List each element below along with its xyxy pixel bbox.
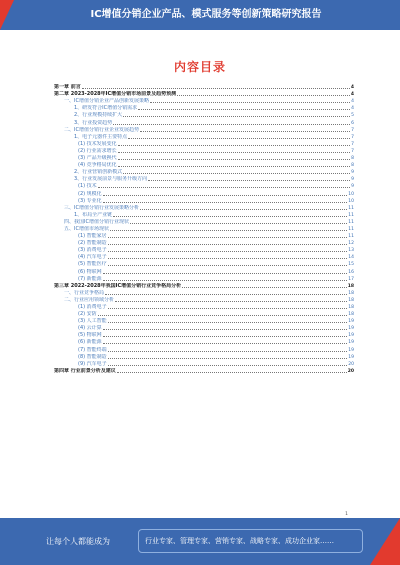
- toc-entry-title: (2) 行业需求增长: [78, 147, 117, 154]
- toc-entry-page: 19: [348, 333, 354, 339]
- toc-entry[interactable]: [54, 155, 354, 162]
- toc-entry-page: 18: [348, 305, 354, 310]
- toc-leader-dots: [103, 336, 348, 337]
- toc-leader-dots: [177, 95, 350, 96]
- toc-entry-title: 3、行业发展前景与服务升级方向: [74, 176, 148, 183]
- toc-entry[interactable]: [54, 283, 354, 290]
- toc-leader-dots: [103, 343, 348, 344]
- toc-entry-page: 17: [348, 276, 354, 282]
- toc-leader-dots: [123, 116, 350, 117]
- toc-leader-dots: [82, 88, 350, 89]
- toc-entry-title: 第一章 前言: [54, 84, 81, 91]
- toc-entry-page: 20: [347, 368, 354, 374]
- toc-entry-page: 4: [351, 106, 354, 112]
- toc-entry[interactable]: [54, 98, 354, 105]
- toc-entry-title: (3) 产品升级换代: [78, 155, 117, 162]
- toc-entry[interactable]: [54, 84, 354, 91]
- page-number: 1: [345, 512, 348, 517]
- toc-entry[interactable]: [54, 198, 354, 205]
- toc-entry[interactable]: [54, 276, 354, 283]
- header-red-accent: [0, 0, 14, 30]
- toc-entry-title: 1、研发符合IC增值分销需求: [74, 105, 138, 112]
- toc-entry-title: 2、行业规模持续扩大: [74, 112, 123, 119]
- toc-entry-page: 18: [347, 283, 354, 289]
- toc-leader-dots: [98, 187, 350, 188]
- toc-leader-dots: [108, 244, 348, 245]
- toc-entry[interactable]: [54, 332, 354, 339]
- toc-entry[interactable]: [54, 261, 354, 268]
- toc-entry-page: 4: [350, 92, 354, 98]
- toc-leader-dots: [105, 294, 347, 295]
- toc-entry[interactable]: [54, 148, 354, 155]
- toc-entry[interactable]: [54, 368, 354, 375]
- toc-entry-title: (5) 物联网: [78, 332, 102, 339]
- toc-entry[interactable]: [54, 162, 354, 169]
- toc-leader-dots: [128, 138, 350, 139]
- toc-entry-title: 1、布局全产业链: [74, 211, 113, 218]
- toc-leader-dots: [103, 273, 348, 274]
- toc-entry[interactable]: [54, 127, 354, 134]
- toc-entry[interactable]: [54, 325, 354, 332]
- toc-leader-dots: [103, 280, 348, 281]
- toc-entry-title: (7) 智能终端: [78, 346, 107, 353]
- toc-entry[interactable]: [54, 141, 354, 148]
- toc-entry-title: (3) 专业化: [78, 197, 102, 204]
- toc-entry[interactable]: [54, 119, 354, 126]
- toc-entry-title: (1) 消费电子: [78, 304, 107, 310]
- toc-entry-page: 4: [350, 85, 354, 91]
- toc-leader-dots: [148, 180, 350, 181]
- toc-entry-page: 8: [351, 156, 354, 162]
- toc-entry[interactable]: [54, 183, 354, 190]
- toc-entry[interactable]: [54, 190, 354, 197]
- toc-entry[interactable]: [54, 268, 354, 275]
- toc-entry[interactable]: [54, 290, 354, 297]
- toc-entry-title: 四、我国IC增值分销行业现状: [64, 218, 129, 225]
- toc-leader-dots: [108, 351, 348, 352]
- toc-entry-title: (2) 安防: [78, 311, 97, 318]
- toc-entry-title: 三、IC增值分销行业发展策略分析: [64, 204, 139, 211]
- toc-entry-title: (4) 汽车电子: [78, 254, 107, 261]
- toc-entry[interactable]: [54, 134, 354, 141]
- toc-entry-title: 第三章 2022-2028年我国IC增值分销行业竞争格局分析: [54, 282, 182, 289]
- toc-leader-dots: [103, 329, 348, 330]
- toc-entry-page: 12: [348, 241, 354, 247]
- toc-leader-dots: [108, 237, 348, 238]
- toc-entry-title: (7) 新能源: [78, 275, 102, 282]
- toc-entry-title: (9) 汽车电子: [78, 360, 107, 367]
- toc-entry[interactable]: [54, 112, 354, 119]
- toc-entry[interactable]: [54, 226, 354, 233]
- toc-entry[interactable]: [54, 212, 354, 219]
- toc-entry-title: 二、IC增值分销行业企业发展趋势: [64, 126, 139, 133]
- toc-entry-title: (3) 消费电子: [78, 247, 107, 254]
- toc-entry-page: 7: [351, 148, 354, 154]
- toc-entry[interactable]: [54, 91, 354, 98]
- toc-entry-page: 19: [348, 347, 354, 353]
- footer-roles: 行业专家、管理专家、营销专家、战略专家、成功企业家……: [145, 537, 334, 545]
- toc-entry[interactable]: [54, 339, 354, 346]
- toc-entry[interactable]: [54, 247, 354, 254]
- toc-leader-dots: [140, 209, 347, 210]
- toc-entry[interactable]: [54, 219, 354, 226]
- toc-leader-dots: [140, 131, 350, 132]
- toc-entry[interactable]: [54, 240, 354, 247]
- toc-entry-page: 19: [348, 340, 354, 346]
- toc-entry-title: (4) 竞争格局优化: [78, 162, 117, 169]
- toc-entry-title: (4) 云计算: [78, 325, 102, 332]
- table-of-contents: [54, 84, 354, 375]
- toc-leader-dots: [138, 109, 350, 110]
- toc-leader-dots: [108, 322, 348, 323]
- toc-leader-dots: [108, 308, 348, 309]
- toc-leader-dots: [123, 173, 350, 174]
- toc-entry-page: 11: [348, 212, 354, 218]
- toc-entry-page: 20: [348, 361, 354, 367]
- toc-entry-page: 7: [351, 134, 354, 140]
- toc-leader-dots: [108, 258, 348, 259]
- toc-entry-page: 9: [351, 184, 354, 190]
- toc-entry[interactable]: [54, 318, 354, 325]
- toc-entry-title: 一、IC增值分销企业产品创新发展策略: [64, 98, 149, 105]
- toc-entry-title: (1) 智能家居: [78, 233, 107, 240]
- toc-leader-dots: [130, 223, 347, 224]
- toc-entry-page: 10: [348, 198, 354, 204]
- toc-leader-dots: [118, 145, 350, 146]
- toc-entry[interactable]: [54, 176, 354, 183]
- toc-entry-title: (6) 新能源: [78, 339, 102, 346]
- toc-leader-dots: [115, 301, 347, 302]
- toc-entry-page: 13: [348, 248, 354, 254]
- toc-entry-page: 14: [348, 255, 354, 261]
- toc-leader-dots: [118, 159, 350, 160]
- toc-entry-page: 18: [348, 290, 354, 296]
- toc-entry[interactable]: [54, 105, 354, 112]
- toc-leader-dots: [103, 195, 348, 196]
- toc-leader-dots: [113, 216, 347, 217]
- toc-entry-title: (6) 物联网: [78, 268, 102, 275]
- toc-entry-page: 19: [348, 319, 354, 325]
- toc-entry-title: (2) 规模化: [78, 190, 102, 197]
- toc-entry-page: 6: [351, 120, 354, 126]
- toc-entry[interactable]: [54, 346, 354, 353]
- toc-leader-dots: [110, 230, 347, 231]
- toc-entry-title: 二、行业应用领域分析: [64, 296, 115, 303]
- toc-leader-dots: [182, 287, 347, 288]
- toc-entry-title: (3) 人工智能: [78, 318, 107, 325]
- toc-entry[interactable]: [54, 254, 354, 261]
- toc-leader-dots: [108, 265, 348, 266]
- toc-leader-dots: [117, 372, 347, 373]
- toc-entry-title: 3、行业投资趋势: [74, 119, 113, 126]
- toc-entry-page: 16: [348, 269, 354, 275]
- toc-entry-page: 18: [348, 312, 354, 318]
- toc-entry[interactable]: [54, 304, 354, 311]
- toc-entry-title: 第四章 行业前景分析及建议: [54, 367, 116, 374]
- toc-entry-page: 19: [348, 326, 354, 332]
- toc-entry-page: 4: [351, 99, 354, 105]
- toc-entry[interactable]: [54, 311, 354, 318]
- toc-entry-page: 19: [348, 354, 354, 360]
- toc-entry-title: (2) 智能制造: [78, 240, 107, 247]
- toc-leader-dots: [113, 124, 350, 125]
- toc-entry[interactable]: [54, 297, 354, 304]
- toc-entry-title: 2、行业营销创新模式: [74, 169, 123, 176]
- toc-entry-page: 18: [348, 297, 354, 303]
- toc-leader-dots: [103, 202, 348, 203]
- toc-leader-dots: [118, 152, 350, 153]
- toc-leader-dots: [108, 358, 348, 359]
- toc-entry-page: 11: [348, 219, 354, 225]
- toc-entry-page: 5: [351, 113, 354, 119]
- toc-entry-page: 9: [351, 170, 354, 176]
- toc-entry-title: (1) 技术: [78, 183, 97, 190]
- toc-leader-dots: [108, 251, 348, 252]
- footer-red-accent: [370, 518, 400, 565]
- toc-entry-page: 11: [348, 234, 354, 240]
- toc-entry-page: 8: [351, 163, 354, 169]
- toc-entry[interactable]: [54, 233, 354, 240]
- toc-heading: 内容目录: [173, 60, 226, 74]
- toc-entry-title: 五、IC增值市场现状: [64, 225, 109, 232]
- toc-entry-title: (8) 智能制造: [78, 353, 107, 360]
- toc-entry-title: (5) 智能医疗: [78, 261, 107, 268]
- toc-entry-title: 1、电子元器件主要特点: [74, 133, 128, 140]
- toc-entry[interactable]: [54, 354, 354, 361]
- toc-entry-page: 11: [348, 205, 354, 211]
- toc-leader-dots: [98, 315, 348, 316]
- toc-entry-page: 7: [351, 127, 354, 133]
- footer-slogan: 让每个人都能成为: [46, 537, 110, 546]
- toc-entry-page: 10: [348, 191, 354, 197]
- toc-entry-page: 9: [351, 177, 354, 183]
- toc-entry[interactable]: [54, 169, 354, 176]
- toc-entry-page: 7: [351, 141, 354, 147]
- toc-leader-dots: [118, 166, 350, 167]
- toc-entry[interactable]: [54, 205, 354, 212]
- toc-entry-title: 一、行业竞争格局: [64, 289, 105, 296]
- toc-entry-page: 11: [348, 226, 354, 232]
- toc-entry-page: 15: [348, 262, 354, 268]
- toc-entry-title: (1) 技术发展变化: [78, 140, 117, 147]
- toc-leader-dots: [150, 102, 350, 103]
- toc-leader-dots: [108, 365, 348, 366]
- toc-entry-title: 第二章 2023-2028年IC增值分销市场前景及趋势预测: [54, 91, 177, 98]
- toc-entry[interactable]: [54, 361, 354, 368]
- report-title: IC增值分销企业产品、模式服务等创新策略研究报告: [90, 9, 322, 20]
